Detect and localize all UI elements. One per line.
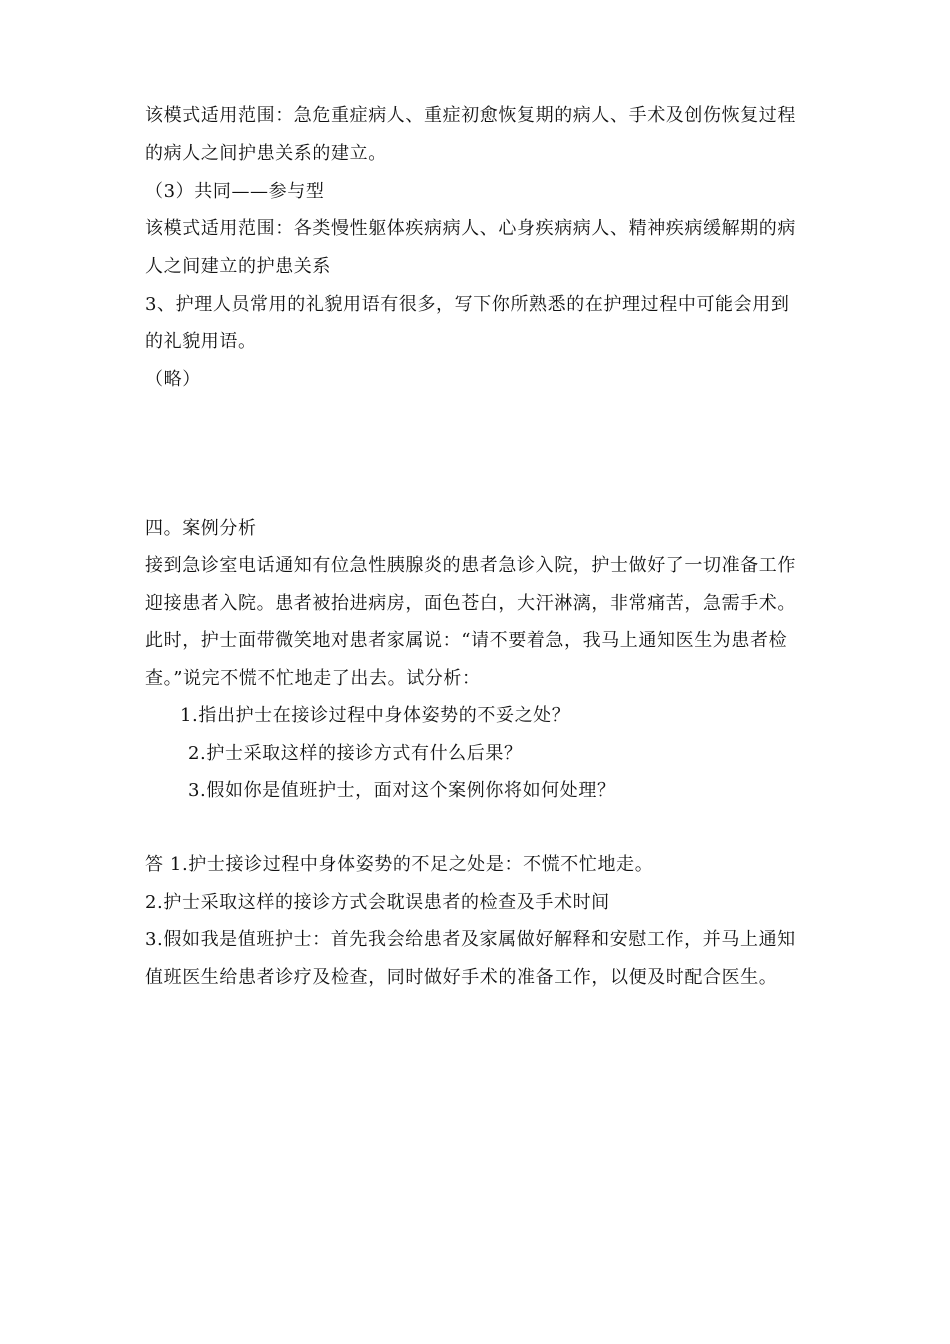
case-question-3: 3.假如你是值班护士，面对这个案例你将如何处理？ (188, 780, 616, 801)
scope-text-line-1: 该模式适用范围：急危重症病人、重症初愈恢复期的病人、手术及创伤恢复过程 (145, 105, 796, 126)
mode-3-text-line-2: 人之间建立的护患关系 (145, 256, 331, 277)
scope-text-line-2: 的病人之间护患关系的建立。 (145, 143, 387, 164)
answer-3-line-1: 3.假如我是值班护士：首先我会给患者及家属做好解释和安慰工作，并马上通知 (145, 929, 796, 950)
answer-2: 2.护士采取这样的接诊方式会耽误患者的检查及手术时间 (145, 892, 610, 913)
mode-3-text-line-1: 该模式适用范围：各类慢性躯体疾病病人、心身疾病病人、精神疾病缓解期的病 (145, 218, 796, 239)
question-3-line-2: 的礼貌用语。 (145, 331, 257, 352)
case-analysis-heading: 四。案例分析 (145, 518, 257, 539)
case-paragraph-line-2: 迎接患者入院。患者被抬进病房，面色苍白，大汗淋漓，非常痛苦，急需手术。 (145, 593, 796, 614)
mode-3-heading: （3）共同——参与型 (145, 181, 325, 202)
answer-1: 答 1.护士接诊过程中身体姿势的不足之处是：不慌不忙地走。 (145, 854, 654, 875)
case-question-1: 1.指出护士在接诊过程中身体姿势的不妥之处？ (180, 705, 571, 726)
question-3-line-1: 3、护理人员常用的礼貌用语有很多，写下你所熟悉的在护理过程中可能会用到 (145, 294, 790, 315)
answer-3-line-2: 值班医生给患者诊疗及检查，同时做好手术的准备工作，以便及时配合医生。 (145, 967, 778, 988)
case-question-2: 2.护士采取这样的接诊方式有什么后果？ (188, 743, 523, 764)
case-paragraph-line-4: 查。”说完不慌不忙地走了出去。试分析： (145, 668, 481, 689)
question-3-answer: （略） (145, 369, 201, 390)
case-paragraph-line-1: 接到急诊室电话通知有位急性胰腺炎的患者急诊入院，护士做好了一切准备工作 (145, 555, 796, 576)
case-paragraph-line-3: 此时，护士面带微笑地对患者家属说：“请不要着急，我马上通知医生为患者检 (145, 630, 788, 651)
